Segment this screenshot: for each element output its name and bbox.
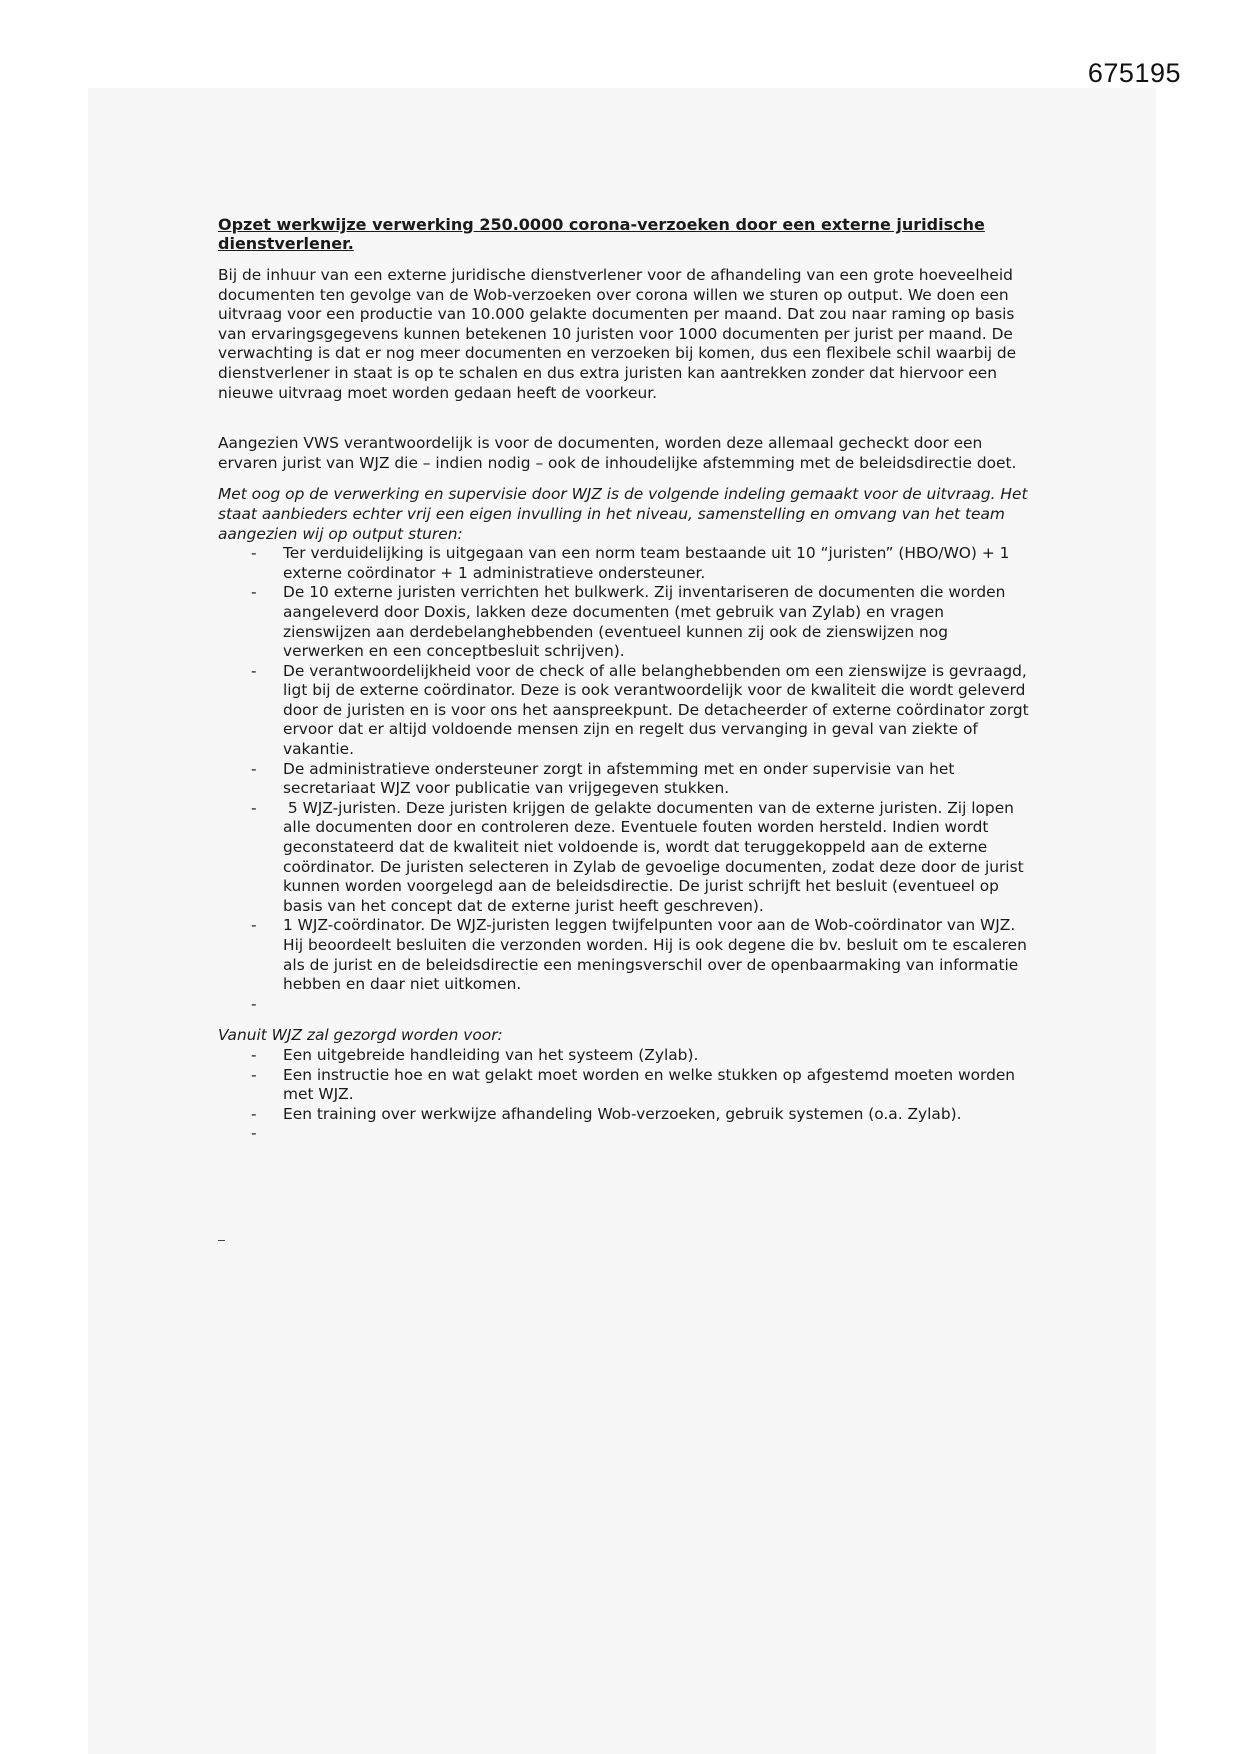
dash-bullet: -: [251, 1045, 257, 1064]
list-item: [218, 662, 1030, 760]
list-item-text: Een uitgebreide handleiding van het systeem (Zylab).: [283, 1045, 699, 1064]
dash-bullet: -: [251, 1065, 257, 1084]
supervision-intro: Met oog op de verwerking en supervisie door WJZ is de volgende indeling gemaakt voor de uitvraag. Het staat aanbieders echter vrij een eigen invulling in het niveau, samenstelling en omvang van het team aangezien wij op output sturen:: [218, 485, 1028, 543]
dash-bullet: -: [251, 661, 257, 680]
document-body: [218, 215, 1030, 1144]
wjz-list: [218, 1046, 1030, 1144]
list-item: [218, 799, 1030, 917]
list-item-text: De verantwoordelijkheid voor de check of alle belanghebbenden om een zienswijze is gevraagd, ligt bij de externe coördinator. Deze is ook verantwoordelijk voor de kwaliteit die wordt geleverd door de juristen en is voor ons het aanspreekpunt. De detacheerder of externe coördinator zorgt ervoor dat er altijd voldoende mensen zijn en regelt dus vervanging in geval van ziekte of vakantie.: [283, 661, 1029, 759]
list-item: [218, 916, 1030, 994]
dash-bullet: -: [251, 1104, 257, 1123]
dash-bullet: -: [251, 544, 257, 563]
list-item-text: De administratieve ondersteuner zorgt in afstemming met en onder supervisie van het secretariaat WJZ voor publicatie van vrijgegeven stukken.: [283, 759, 955, 798]
dash-bullet: -: [251, 1124, 257, 1143]
dash-bullet: -: [251, 798, 257, 817]
list-item-text: Een instructie hoe en wat gelakt moet worden en welke stukken op afgestemd moeten worden met WJZ.: [283, 1065, 1016, 1104]
list-item-empty: [218, 995, 1030, 1015]
dash-bullet: -: [251, 583, 257, 602]
vws-paragraph: Aangezien VWS verantwoordelijk is voor de documenten, worden deze allemaal gecheckt door een ervaren jurist van WJZ die – indien nodig – ook de inhoudelijke afstemming met de beleidsdirectie doet.: [218, 434, 1017, 472]
list-item: [218, 1066, 1030, 1105]
document-title: Opzet werkwijze verwerking 250.0000 corona-verzoeken door een externe juridische dienstverlener.: [218, 215, 985, 253]
list-item-text: 1 WJZ-coördinator. De WJZ-juristen leggen twijfelpunten voor aan de Wob-coördinator van WJZ. Hij beoordeelt besluiten die verzonden worden. Hij is ook degene die bv. besluit om te escaleren als de jurist en de beleidsdirectie een meningsverschil over de openbaarmaking van informatie hebben en daar niet uitkomen.: [283, 916, 1027, 994]
stray-mark: [218, 1240, 225, 1241]
list-item: [218, 544, 1030, 583]
list-item: [218, 1046, 1030, 1066]
list-item: [218, 583, 1030, 661]
list-item-text: 5 WJZ-juristen. Deze juristen krijgen de gelakte documenten van de externe juristen. Zij lopen alle documenten door en controleren deze. Eventuele fouten worden hersteld. Indien wordt geconstateerd dat de kwaliteit niet voldoende is, wordt dat teruggekoppeld aan de externe coördinator. De juristen selecteren in Zylab de gevoelige documenten, zodat deze door de jurist kunnen worden voorgelegd aan de beleidsdirectie. De jurist schrijft het besluit (eventueel op basis van het concept dat de externe jurist heeft geschreven).: [283, 798, 1029, 915]
list-item-text: Ter verduidelijking is uitgegaan van een norm team bestaande uit 10 “juristen” (HBO/WO) + 1 externe coördinator + 1 administratieve ondersteuner.: [283, 544, 1010, 582]
team-list: [218, 544, 1030, 1014]
list-item-empty: [218, 1124, 1030, 1144]
list-item: [218, 1105, 1030, 1125]
list-item: [218, 760, 1030, 799]
list-item-text: De 10 externe juristen verrichten het bulkwerk. Zij inventariseren de documenten die worden aangeleverd door Doxis, lakken deze documenten (met gebruik van Zylab) en vragen zienswijzen aan derdebelanghebbenden (eventueel kunnen zij ook de zienswijzen nog verwerken en een conceptbesluit schrijven).: [283, 583, 1006, 661]
wjz-intro: Vanuit WJZ zal gezorgd worden voor:: [218, 1026, 503, 1045]
dash-bullet: -: [251, 759, 257, 778]
document-number: 675195: [1087, 58, 1181, 88]
intro-paragraph: Bij de inhuur van een externe juridische dienstverlener voor de afhandeling van een grote hoeveelheid documenten ten gevolge van de Wob-verzoeken over corona willen we sturen op output. We doen een uitvraag voor een productie van 10.000 gelakte documenten per maand. Dat zou naar raming op basis van ervaringsgegevens kunnen betekenen 10 juristen voor 1000 documenten per jurist per maand. De verwachting is dat er nog meer documenten en verzoeken bij komen, dus een flexibele schil waarbij de dienstverlener in staat is op te schalen en dus extra juristen kan aantrekken zonder dat hiervoor een nieuwe uitvraag moet worden gedaan heeft de voorkeur.: [218, 266, 1017, 402]
dash-bullet: -: [251, 994, 257, 1013]
dash-bullet: -: [251, 916, 257, 935]
list-item-text: Een training over werkwijze afhandeling Wob-verzoeken, gebruik systemen (o.a. Zylab).: [283, 1104, 962, 1123]
